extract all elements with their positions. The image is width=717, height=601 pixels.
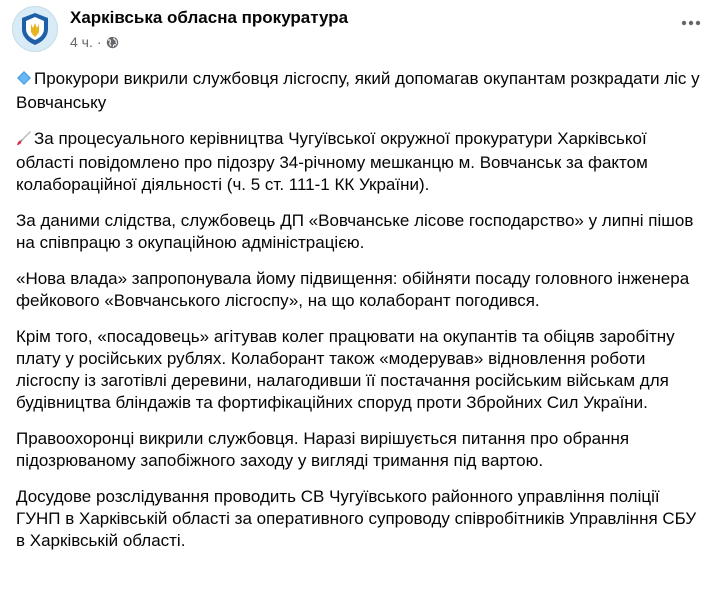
- post-content: [16, 68, 703, 566]
- paragraph-text: Прокурори викрили службовця лісгоспу, який допомагав окупантам розкрадати ліс у Вовчанську: [16, 69, 700, 112]
- paragraph-text: Крім того, «посадовець» агітував колег працювати на окупантів та обіцяв заробітну плату у російських рублях. Колаборант також «модерував» відновлення роботи лісгоспу із заготівлі деревини, налагодивши її постачання російським військам для будівництва бліндажів та фортифікаційних споруд проти Збройних Сил України.: [16, 327, 675, 412]
- globe-icon[interactable]: [106, 36, 119, 49]
- post-paragraph-exposure: [16, 428, 703, 472]
- page-avatar[interactable]: [12, 6, 58, 52]
- post-paragraph-agitation: [16, 326, 703, 414]
- paragraph-text: За даними слідства, службовець ДП «Вовчанське лісове господарство» у липні пішов на співпрацю з окупаційною адміністрацією.: [16, 211, 694, 252]
- more-dots-icon: [681, 20, 701, 26]
- paintbrush-icon: [16, 130, 32, 152]
- paragraph-text: За процесуального керівництва Чугуївської окружної прокуратури Харківської області повідомлено про підозру 34-річному мешканцю м. Вовчанськ за фактом колабораційної діяльності (ч. 5 ст. 111-1 КК України).: [16, 129, 648, 194]
- post-paragraph-headline: [16, 68, 703, 114]
- meta-separator: ·: [96, 34, 102, 50]
- prosecutor-emblem-icon: [20, 12, 50, 46]
- paragraph-text: Правоохоронці викрили службовця. Наразі вирішується питання про обрання підозрюваному запобіжного заходу у вигляді тримання під вартою.: [16, 429, 630, 470]
- post-paragraph-pretrial: [16, 486, 703, 552]
- post-paragraph-new-authority: [16, 268, 703, 312]
- paragraph-text: «Нова влада» запропонувала йому підвищення: обійняти посаду головного інженера фейкового «Вовчанського лісгоспу», на що колаборант погодився.: [16, 269, 690, 310]
- more-options-button[interactable]: [677, 12, 705, 34]
- blue-diamond-icon: [16, 70, 32, 92]
- post-header: [12, 6, 705, 58]
- page-name-link[interactable]: Харківська обласна прокуратура: [70, 8, 349, 27]
- post-meta: [70, 34, 119, 50]
- post-time-link[interactable]: 4 ч.: [70, 34, 93, 50]
- post-paragraph-suspicion: [16, 128, 703, 196]
- paragraph-text: Досудове розслідування проводить СВ Чугуївського районного управління поліції ГУНП в Харківській області за оперативного супроводу співробітників Управління СБУ в Харківській області.: [16, 487, 697, 550]
- post-paragraph-investigation: [16, 210, 703, 254]
